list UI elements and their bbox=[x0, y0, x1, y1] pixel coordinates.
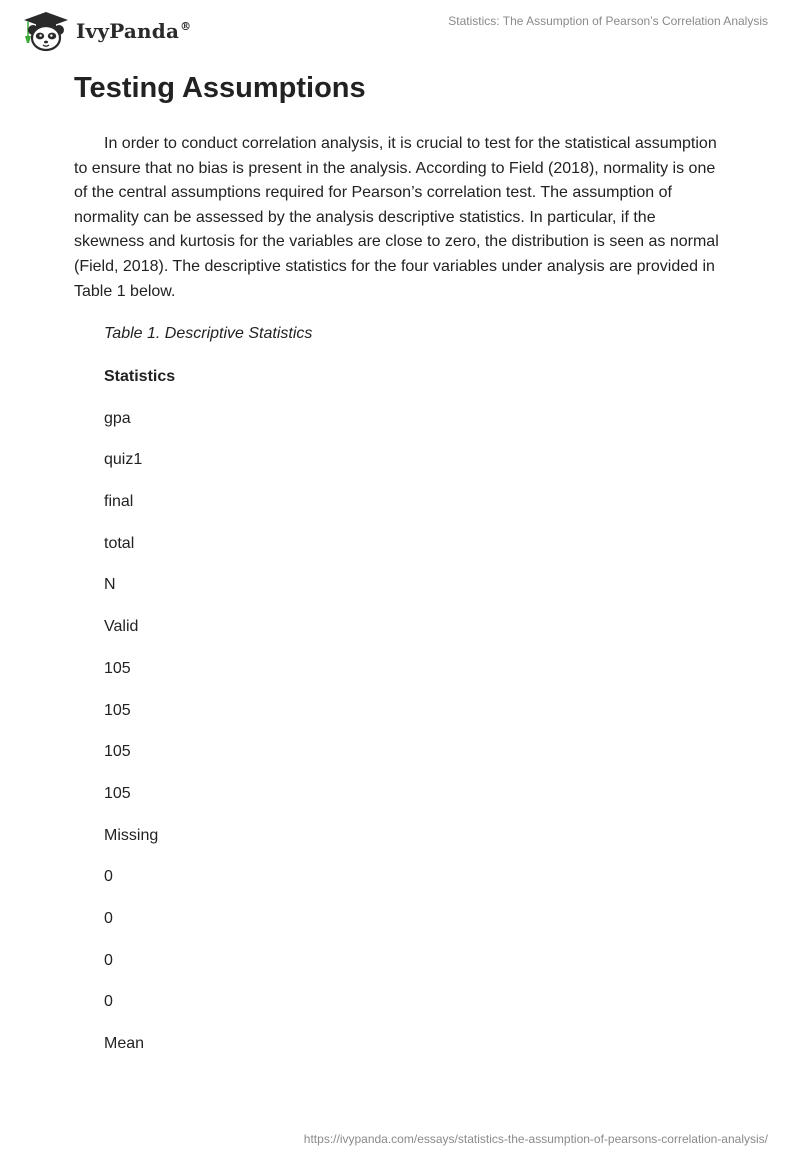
panda-graduate-icon bbox=[16, 10, 74, 52]
section-heading: Testing Assumptions bbox=[74, 72, 366, 104]
cell-missing-final: 0 bbox=[104, 951, 113, 969]
brand-name: IvyPanda® bbox=[76, 19, 192, 43]
column-header-gpa: gpa bbox=[104, 409, 131, 427]
row-label-n: N bbox=[104, 576, 116, 594]
column-header-final: final bbox=[104, 493, 134, 511]
cell-valid-final: 105 bbox=[104, 743, 131, 761]
cell-missing-gpa: 0 bbox=[104, 868, 113, 886]
row-label-missing: Missing bbox=[104, 826, 159, 844]
table-header: Statistics bbox=[104, 368, 176, 385]
document-title: Statistics: The Assumption of Pearson’s Correlation Analysis bbox=[448, 14, 768, 28]
cell-valid-gpa: 105 bbox=[104, 659, 131, 677]
cell-missing-quiz1: 0 bbox=[104, 909, 113, 927]
cell-valid-total: 105 bbox=[104, 784, 131, 802]
column-header-total: total bbox=[104, 534, 135, 552]
cell-missing-total: 0 bbox=[104, 993, 113, 1011]
cell-valid-quiz1: 105 bbox=[104, 701, 131, 719]
row-label-mean: Mean bbox=[104, 1035, 145, 1052]
source-url[interactable]: https://ivypanda.com/essays/statistics-the-assumption-of-pearsons-correlation-analysis/ bbox=[303, 1132, 768, 1146]
descriptive-statistics-table bbox=[104, 368, 175, 1077]
row-label-valid: Valid bbox=[104, 618, 139, 636]
intro-paragraph: In order to conduct correlation analysis, it is crucial to test for the statistical assumption to ensure that no bias is present in the analysis. According to Field (2018), normality is one of the central assumptions required for Pearson’s correlation test. The assumption of normality can be assessed by the analysis descriptive statistics. In particular, if the skewness and kurtosis for the variables are close to zero, the distribution is seen as normal (Field, 2018). The descriptive statistics for the four variables under analysis are provided in Table 1 below. bbox=[74, 135, 719, 300]
ivypanda-logo[interactable] bbox=[16, 10, 191, 52]
table-caption: Table 1. Descriptive Statistics bbox=[104, 325, 313, 342]
column-header-quiz1: quiz1 bbox=[104, 451, 143, 469]
